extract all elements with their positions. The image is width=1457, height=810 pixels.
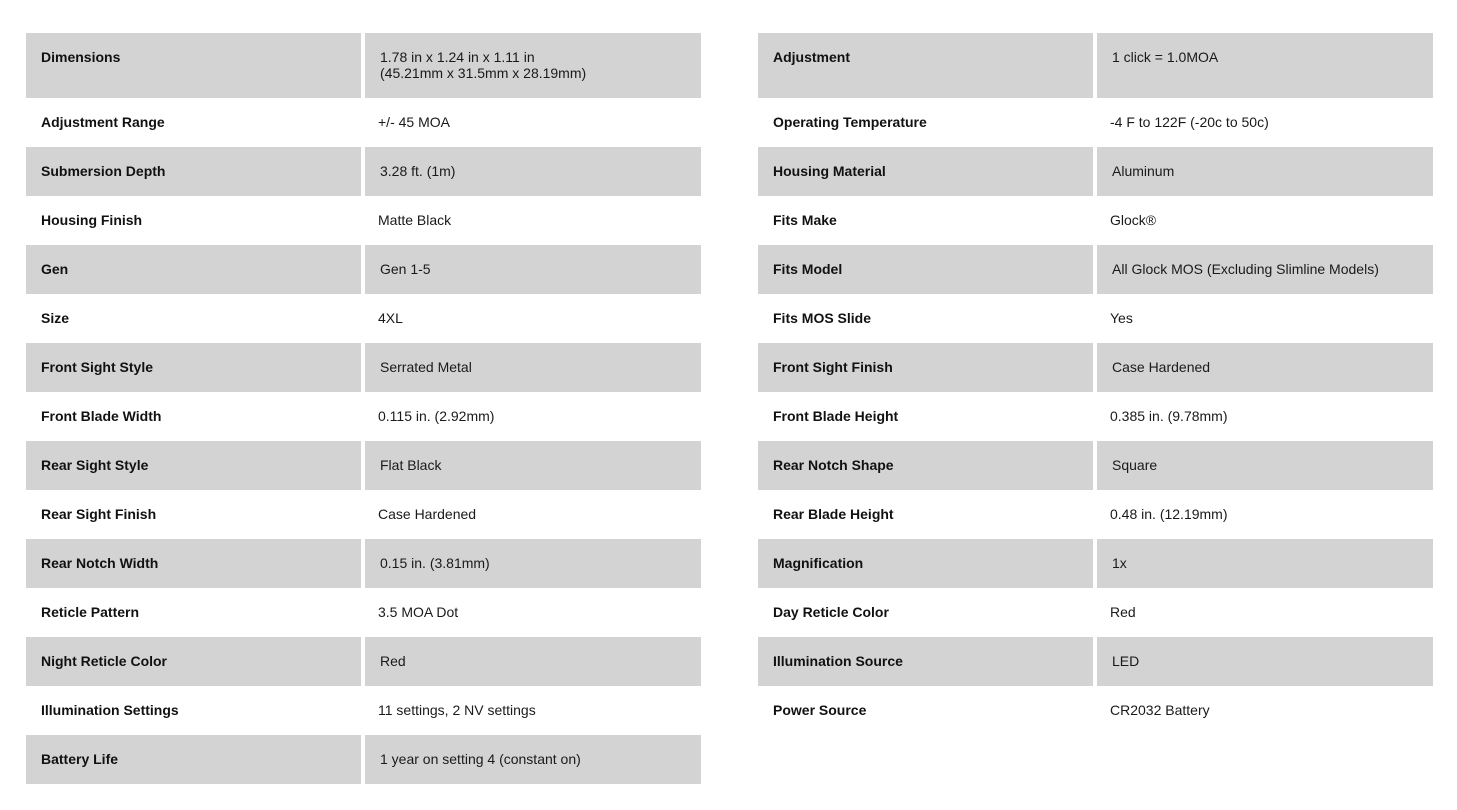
spec-value: 1 click = 1.0MOA — [1097, 33, 1433, 98]
spec-label: Front Sight Finish — [758, 343, 1093, 392]
spec-row-illumination-source — [758, 637, 1433, 686]
spec-value: 3.5 MOA Dot — [365, 588, 701, 637]
spec-label: Fits MOS Slide — [758, 294, 1093, 343]
spec-row-size — [26, 294, 701, 343]
spec-row-rear-notch-shape — [758, 441, 1433, 490]
spec-value: Gen 1-5 — [365, 245, 701, 294]
spec-label: Gen — [26, 245, 361, 294]
spec-row-rear-blade-height — [758, 490, 1433, 539]
spec-value: 0.115 in. (2.92mm) — [365, 392, 701, 441]
spec-label: Size — [26, 294, 361, 343]
spec-label: Front Blade Height — [758, 392, 1093, 441]
spec-row-gen — [26, 245, 701, 294]
spec-row-night-reticle-color — [26, 637, 701, 686]
spec-label: Night Reticle Color — [26, 637, 361, 686]
spec-row-illumination-settings — [26, 686, 701, 735]
spec-value: Square — [1097, 441, 1433, 490]
spec-row-front-blade-width — [26, 392, 701, 441]
spec-table-left — [22, 33, 705, 784]
spec-row-submersion-depth — [26, 147, 701, 196]
spec-value: Case Hardened — [365, 490, 701, 539]
spec-value: Aluminum — [1097, 147, 1433, 196]
spec-label: Illumination Source — [758, 637, 1093, 686]
spec-row-fits-model — [758, 245, 1433, 294]
spec-value: 0.385 in. (9.78mm) — [1097, 392, 1433, 441]
spec-value: 0.15 in. (3.81mm) — [365, 539, 701, 588]
spec-value: LED — [1097, 637, 1433, 686]
spec-value: 1 year on setting 4 (constant on) — [365, 735, 701, 784]
spec-row-housing-material — [758, 147, 1433, 196]
spec-label: Rear Notch Shape — [758, 441, 1093, 490]
spec-label: Day Reticle Color — [758, 588, 1093, 637]
spec-label: Housing Finish — [26, 196, 361, 245]
spec-value: 3.28 ft. (1m) — [365, 147, 701, 196]
spec-label: Front Sight Style — [26, 343, 361, 392]
spec-label: Fits Make — [758, 196, 1093, 245]
spec-value: 0.48 in. (12.19mm) — [1097, 490, 1433, 539]
spec-value: Red — [1097, 588, 1433, 637]
spec-row-front-blade-height — [758, 392, 1433, 441]
spec-label: Rear Sight Style — [26, 441, 361, 490]
spec-value: Yes — [1097, 294, 1433, 343]
spec-label: Illumination Settings — [26, 686, 361, 735]
spec-label: Rear Blade Height — [758, 490, 1093, 539]
spec-label: Adjustment — [758, 33, 1093, 98]
spec-label: Rear Sight Finish — [26, 490, 361, 539]
spec-label: Magnification — [758, 539, 1093, 588]
spec-row-adjustment-range — [26, 98, 701, 147]
spec-label: Adjustment Range — [26, 98, 361, 147]
spec-value — [365, 33, 701, 98]
spec-value: CR2032 Battery — [1097, 686, 1433, 735]
spec-row-adjustment — [758, 33, 1433, 98]
spec-value: Case Hardened — [1097, 343, 1433, 392]
spec-value: All Glock MOS (Excluding Slimline Models) — [1097, 245, 1433, 294]
spec-value: Glock® — [1097, 196, 1433, 245]
spec-row-power-source — [758, 686, 1433, 735]
spec-row-rear-sight-style — [26, 441, 701, 490]
spec-label: Reticle Pattern — [26, 588, 361, 637]
spec-value-line: 1.78 in x 1.24 in x 1.11 in — [380, 49, 535, 65]
spec-label: Dimensions — [26, 33, 361, 98]
spec-row-front-sight-style — [26, 343, 701, 392]
spec-value: 4XL — [365, 294, 701, 343]
spec-label: Rear Notch Width — [26, 539, 361, 588]
spec-row-rear-notch-width — [26, 539, 701, 588]
spec-row-rear-sight-finish — [26, 490, 701, 539]
spec-row-dimensions — [26, 33, 701, 98]
spec-label: Power Source — [758, 686, 1093, 735]
spec-label: Submersion Depth — [26, 147, 361, 196]
spec-value: +/- 45 MOA — [365, 98, 701, 147]
spec-label: Operating Temperature — [758, 98, 1093, 147]
spec-row-battery-life — [26, 735, 701, 784]
spec-row-housing-finish — [26, 196, 701, 245]
spec-value: 11 settings, 2 NV settings — [365, 686, 701, 735]
spec-row-operating-temperature — [758, 98, 1433, 147]
spec-table-right — [754, 33, 1437, 735]
spec-label: Front Blade Width — [26, 392, 361, 441]
spec-value: Flat Black — [365, 441, 701, 490]
spec-value: Red — [365, 637, 701, 686]
spec-value: -4 F to 122F (-20c to 50c) — [1097, 98, 1433, 147]
spec-value: Serrated Metal — [365, 343, 701, 392]
spec-row-front-sight-finish — [758, 343, 1433, 392]
spec-row-fits-make — [758, 196, 1433, 245]
spec-label: Battery Life — [26, 735, 361, 784]
spec-label: Fits Model — [758, 245, 1093, 294]
spec-row-fits-mos-slide — [758, 294, 1433, 343]
spec-row-reticle-pattern — [26, 588, 701, 637]
spec-value: Matte Black — [365, 196, 701, 245]
spec-value-line: (45.21mm x 31.5mm x 28.19mm) — [380, 65, 587, 81]
spec-row-day-reticle-color — [758, 588, 1433, 637]
spec-label: Housing Material — [758, 147, 1093, 196]
spec-value: 1x — [1097, 539, 1433, 588]
spec-row-magnification — [758, 539, 1433, 588]
